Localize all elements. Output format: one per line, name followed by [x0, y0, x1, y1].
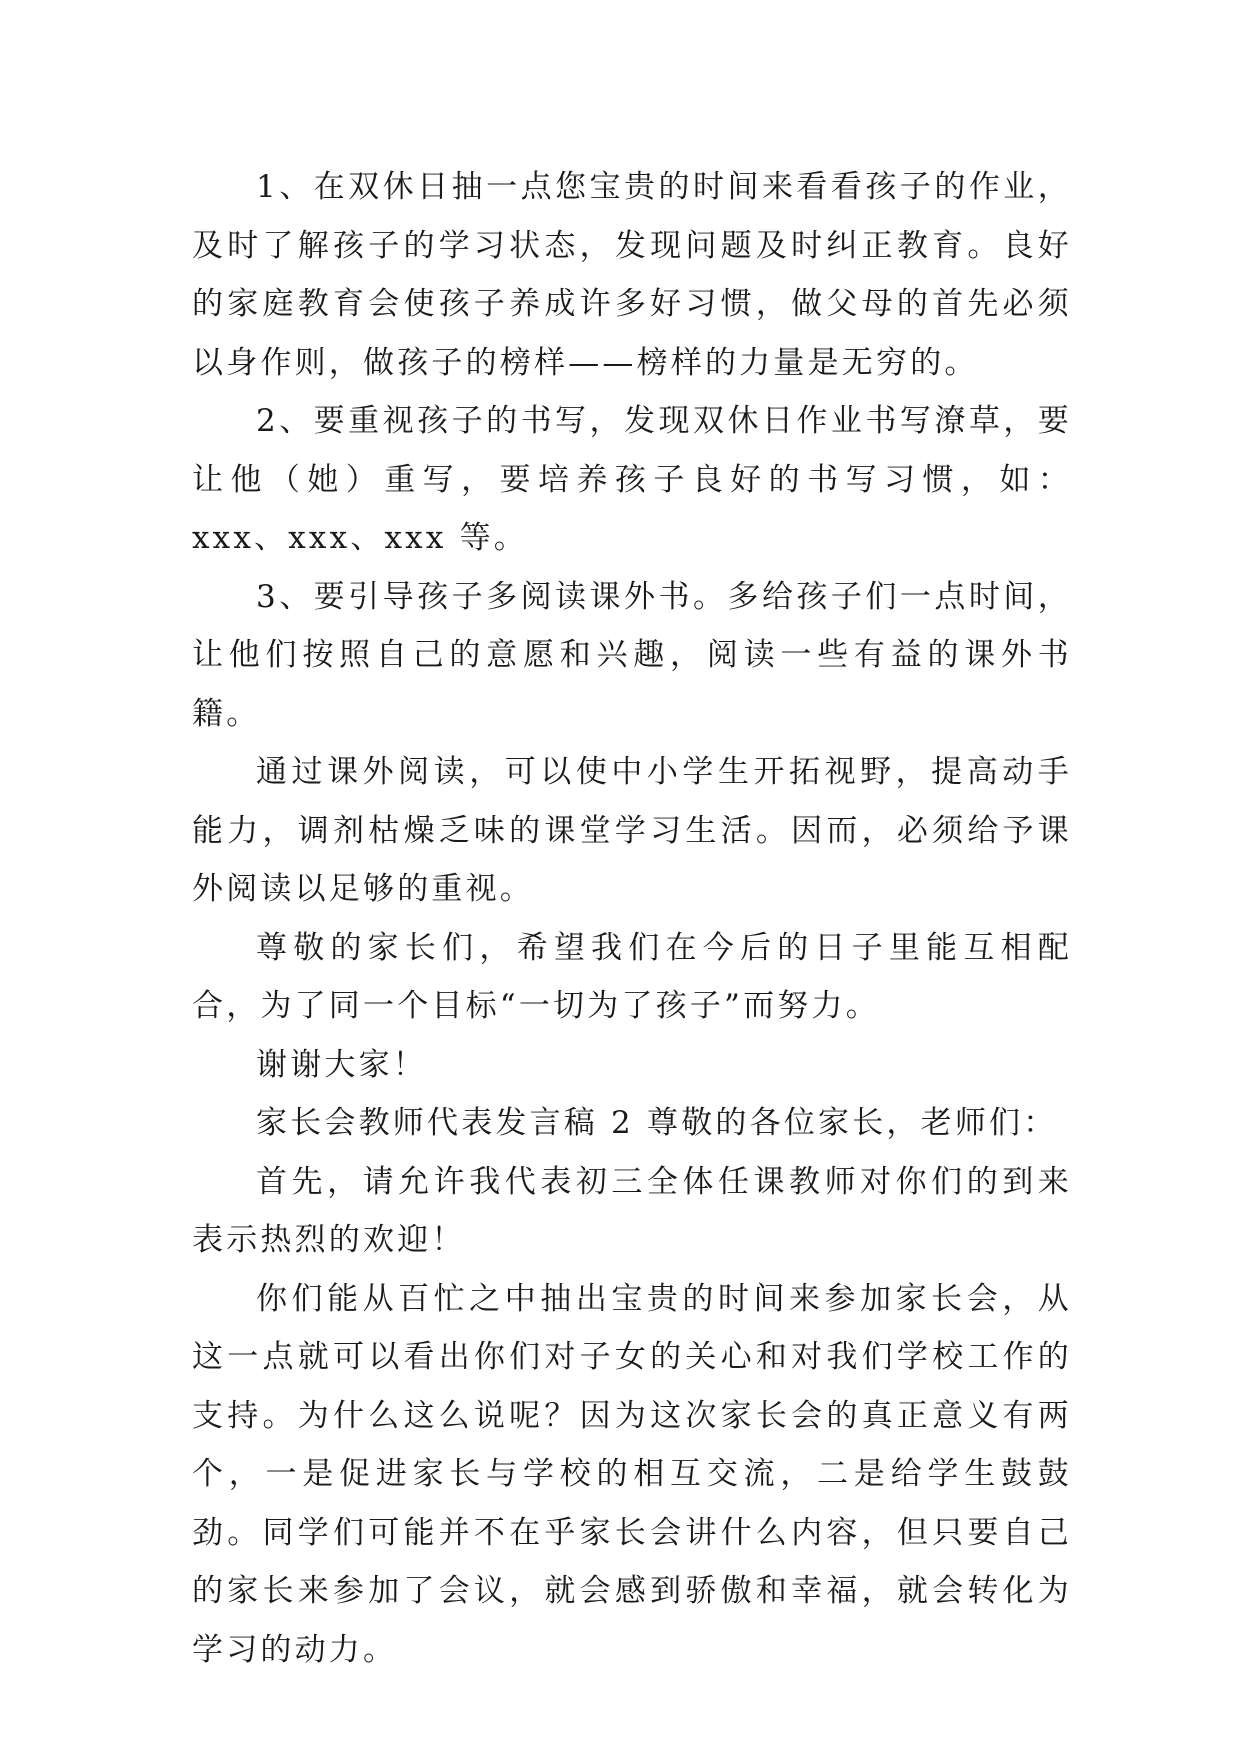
document-body: [192, 158, 1072, 1679]
paragraph-handwriting: 2、要重视孩子的书写，发现双休日作业书写潦草，要让他（她）重写，要培养孩子良好的书写习惯，如：xxx、xxx、xxx 等。: [192, 403, 1072, 556]
paragraph-thanks: 谢谢大家！: [256, 1046, 427, 1083]
paragraph-welcome: 首先，请允许我代表初三全体任课教师对你们的到来表示热烈的欢迎！: [192, 1163, 1072, 1258]
paragraph-speech-heading: 家长会教师代表发言稿 2 尊敬的各位家长，老师们：: [256, 1105, 1058, 1141]
paragraph-reading-benefits: 通过课外阅读，可以使中小学生开拓视野，提高动手能力，调剂枯燥乏味的课堂学习生活。因而，必须给予课外阅读以足够的重视。: [192, 754, 1072, 907]
paragraph-cooperation: 尊敬的家长们，希望我们在今后的日子里能互相配合，为了同一个目标“一切为了孩子”而努力。: [192, 929, 1072, 1024]
paragraph-meeting-meaning: 你们能从百忙之中抽出宝贵的时间来参加家长会，从这一点就可以看出你们对子女的关心和对我们学校工作的支持。为什么这么说呢？因为这次家长会的真正意义有两个，一是促进家长与学校的相互交流，二是给学生鼓鼓劲。同学们可能并不在乎家长会讲什么内容，但只要自己的家长来参加了会议，就会感到骄傲和幸福，就会转化为学习的动力。: [192, 1280, 1072, 1668]
paragraph-homework-check: 1、在双休日抽一点您宝贵的时间来看看孩子的作业，及时了解孩子的学习状态，发现问题及时纠正教育。良好的家庭教育会使孩子养成许多好习惯，做父母的首先必须以身作则，做孩子的榜样——榜样的力量是无穷的。: [192, 169, 1072, 381]
paragraph-reading: 3、要引导孩子多阅读课外书。多给孩子们一点时间，让他们按照自己的意愿和兴趣，阅读一些有益的课外书籍。: [192, 578, 1072, 732]
